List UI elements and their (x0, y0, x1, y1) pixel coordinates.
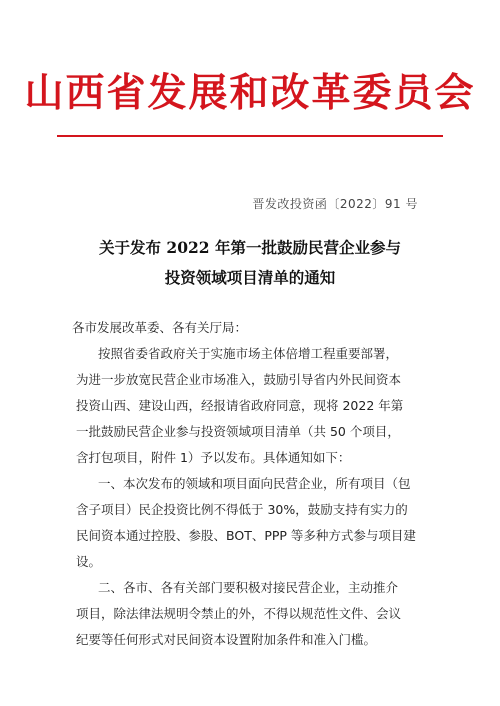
document-number: 晋发改投资函〔2022〕91 号 (252, 197, 418, 211)
document-title-line-2: 投资领域项目清单的通知 (164, 268, 336, 287)
body-line: 含打包项目，附件 1）予以发布。具体通知如下： (76, 450, 351, 465)
body-line: 为进一步放宽民营企业市场准入，鼓励引导省内外民间资本 (76, 372, 402, 387)
body-line: 一、本次发布的领域和项目面向民营企业，所有项目（包 (98, 476, 411, 491)
body-line: 按照省委省政府关于实施市场主体倍增工程重要部署， (98, 346, 399, 361)
issuer-masthead: 山西省发展和改革委员会 (24, 70, 476, 116)
body-line: 项目，除法律法规明令禁止的外，不得以规范性文件、会议 (76, 606, 402, 621)
body-line: 设。 (76, 554, 102, 569)
masthead-red-rule (57, 135, 443, 137)
body-line: 含子项目）民企投资比例不得低于 30%，鼓励支持有实力的 (76, 502, 408, 517)
body-line: 一批鼓励民营企业参与投资领域项目清单（共 50 个项目， (76, 424, 400, 439)
body-line: 投资山西、建设山西，经报请省政府同意，现将 2022 年第 (76, 398, 404, 413)
body-line: 民间资本通过控股、参股、BOT、PPP 等多种方式参与项目建 (76, 528, 416, 543)
document-title-line-1: 关于发布 2022 年第一批鼓励民营企业参与 (99, 238, 401, 257)
salutation: 各市发展改革委、各有关厅局： (72, 320, 248, 335)
body-line: 纪要等任何形式对民间资本设置附加条件和准入门槛。 (76, 632, 377, 647)
body-line: 二、各市、各有关部门要积极对接民营企业，主动推介 (98, 580, 399, 595)
